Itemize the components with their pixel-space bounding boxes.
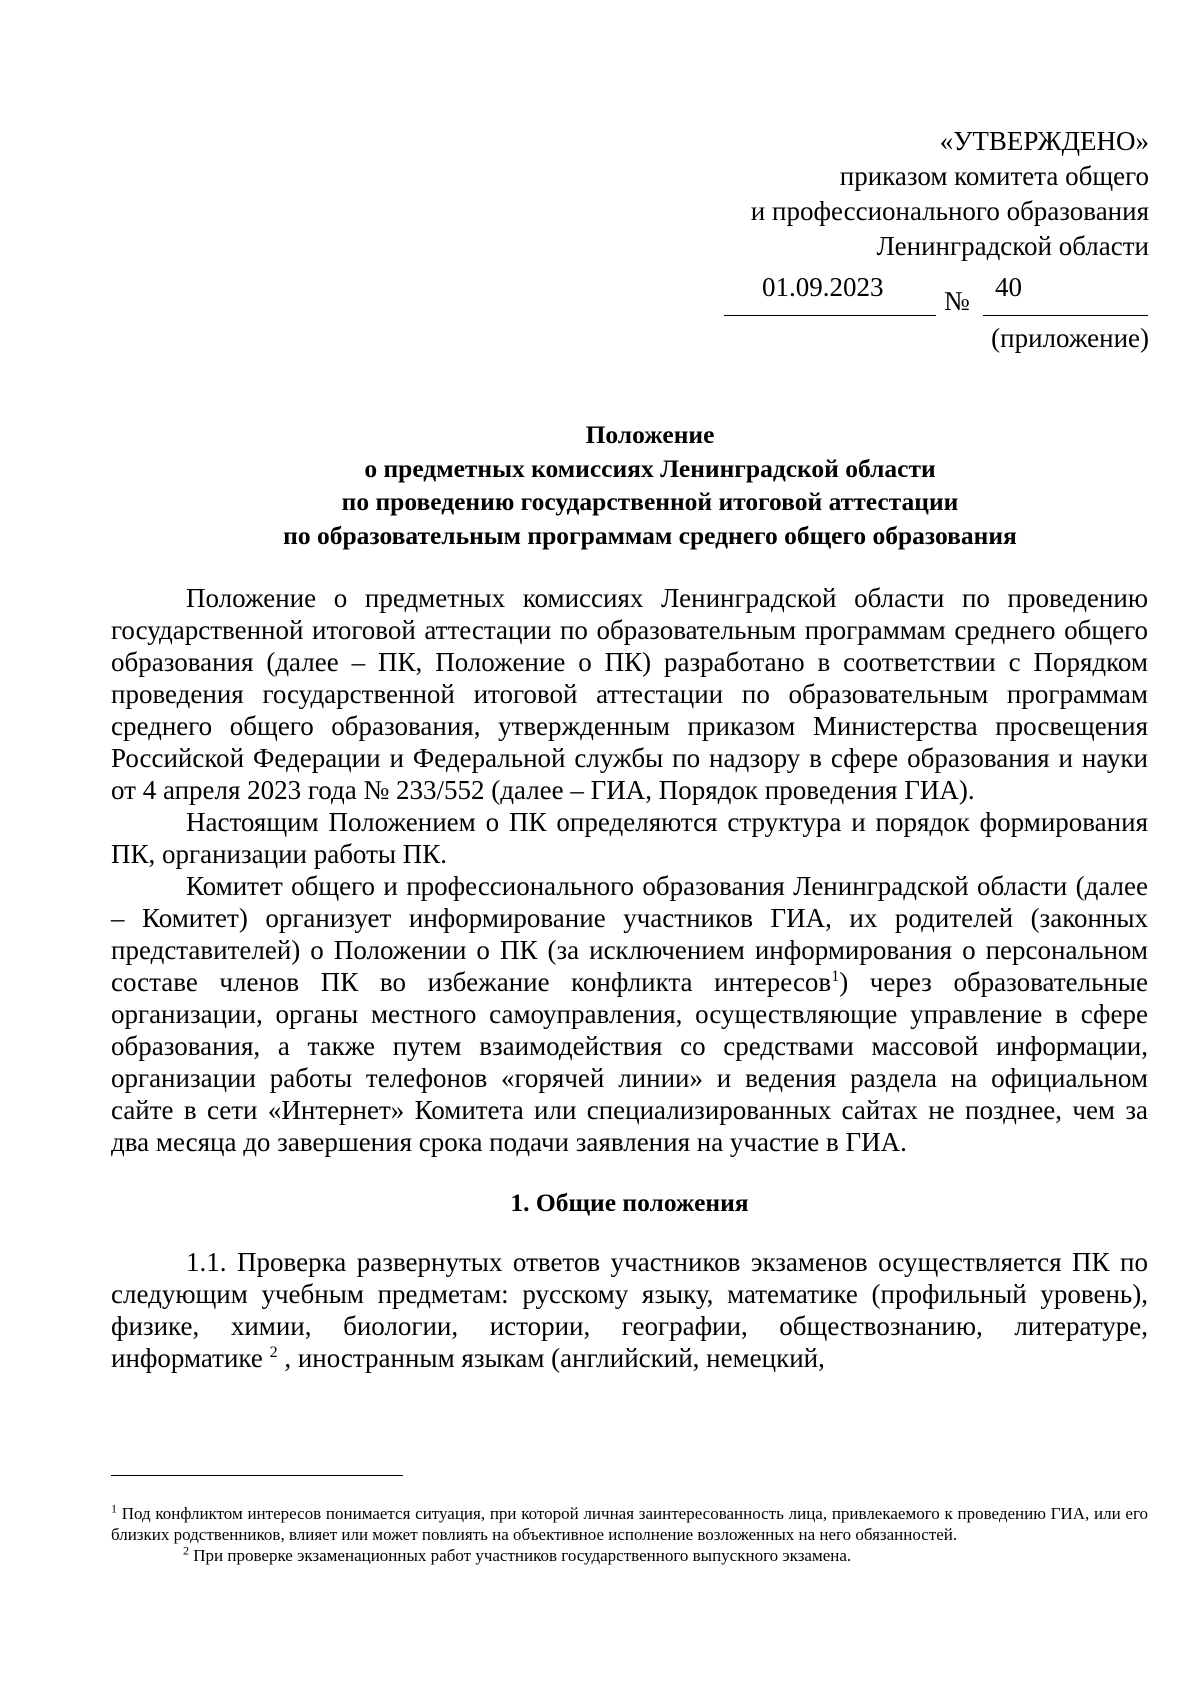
- title-line: по образовательным программам среднего общего образования: [283, 520, 1017, 550]
- footnote-ref[interactable]: 2: [269, 1343, 278, 1361]
- order-date-number-row: [724, 272, 1148, 322]
- footnote-text: Под конфликтом интересов понимается ситуация, при которой личная заинтересованность лица, привлекаемого к проведению ГИА, или его близких родственников, влияет или может повлиять на объективное исполнение возложенных на него обязанностей.: [111, 1504, 1148, 1544]
- intro-paragraph: Настоящим Положением о ПК определяются структура и порядок формирования ПК, организации работы ПК.: [111, 807, 1148, 869]
- footnote-number: 2: [183, 1543, 189, 1558]
- number-underline: [983, 315, 1148, 316]
- paragraph-text: 1.1. Проверка развернутых ответов участников экзаменов осуществляется ПК по следующим учебным предметам: русскому языку, математике (профильный уровень), физике, химии, биологии, истории, географии, обществознанию, литературе, информатике: [111, 1246, 1148, 1373]
- order-number: 40: [995, 272, 1022, 302]
- title-line: Положение: [585, 420, 715, 449]
- footnote-ref[interactable]: 1: [831, 968, 840, 985]
- date-underline: [724, 315, 936, 316]
- number-sign: №: [944, 286, 970, 316]
- document-body: [111, 582, 1148, 1374]
- footnote: [111, 1503, 1148, 1545]
- paragraph-text: , иностранным языкам (английский, немецкий,: [284, 1342, 825, 1373]
- approval-block: [589, 124, 1149, 264]
- footnote-text: При проверке экзаменационных работ участников государственного выпускного экзамена.: [189, 1546, 852, 1565]
- order-date: 01.09.2023: [762, 272, 884, 302]
- intro-paragraph: Положение о предметных комиссиях Ленинградской области по проведению государственной итоговой аттестации по образовательным программам среднего общего образования (далее – ПК, Положение о ПК) разработано в соответствии с Порядком проведения государственной итоговой аттестации по образовательным программам среднего общего образования, утвержденным приказом Министерства просвещения Российской Федерации и Федеральной службы по надзору в сфере образования и науки от 4 апреля 2023 года № 233/552 (далее – ГИА, Порядок проведения ГИА).: [111, 583, 1148, 805]
- approval-line: и профессионального образования: [750, 196, 1149, 226]
- footnote: [111, 1545, 1148, 1566]
- approval-stamp: «УТВЕРЖДЕНО»: [939, 126, 1149, 156]
- section-paragraph: [111, 1246, 1148, 1374]
- footnote-number: 1: [111, 1501, 117, 1516]
- title-line: о предметных комиссиях Ленинградской области: [364, 453, 936, 483]
- footnotes: [111, 1503, 1148, 1566]
- paragraph-text: Комитет общего и профессионального образования Ленинградской области (далее – Комитет) организует информирование участников ГИА, их родителей (законных представителей) о Положении о ПК (за исключением информирования о персональном составе членов ПК во избежание конфликта интересов: [111, 871, 1148, 997]
- intro-paragraph: [111, 870, 1148, 1158]
- footnote-separator: [111, 1475, 403, 1476]
- appendix-label: (приложение): [991, 323, 1149, 353]
- title-line: по проведению государственной итоговой аттестации: [341, 487, 959, 516]
- approval-line: приказом комитета общего: [839, 161, 1149, 191]
- approval-line: Ленинградской области: [876, 231, 1149, 261]
- paragraph-text: ) через образовательные организации, органы местного самоуправления, осуществляющие управление в сфере образования, а также путем взаимодействия со средствами массовой информации, организации работы телефонов «горячей линии» и ведения раздела на официальном сайте в сети «Интернет» Комитета или специализированных сайтах не позднее, чем за два месяца до завершения срока подачи заявления на участие в ГИА.: [111, 967, 1148, 1157]
- document-title: [100, 418, 1200, 552]
- section-heading: 1. Общие положения: [510, 1188, 749, 1217]
